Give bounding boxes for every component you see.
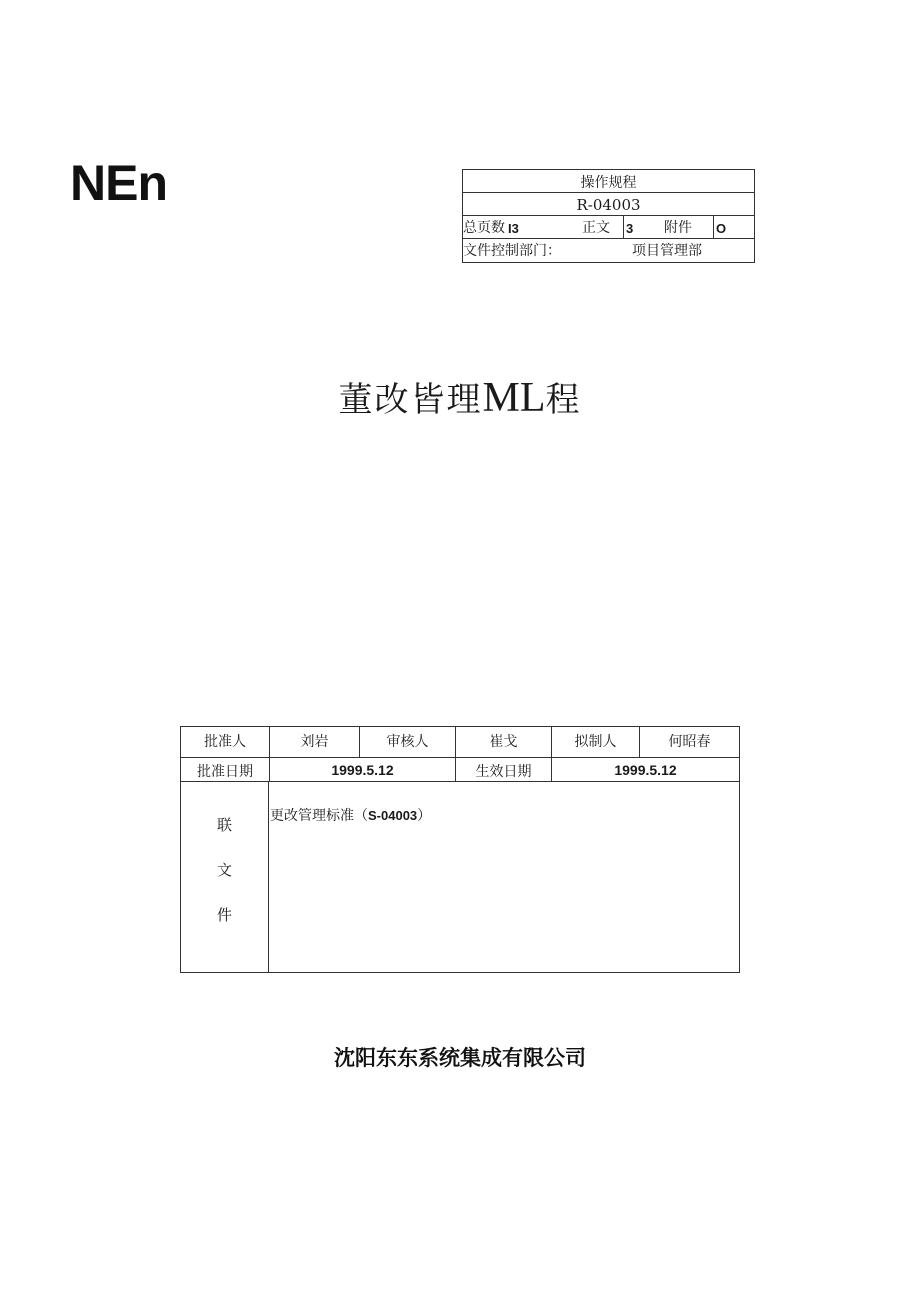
related-label-char-2: 文 (216, 861, 232, 879)
signatory-row (181, 727, 739, 758)
title-part-3: 程 (545, 380, 582, 420)
control-dept-value: 项目管理部 (632, 243, 702, 259)
doc-code: R-04003 (576, 196, 641, 214)
page-count-row (463, 216, 754, 239)
related-docs-label (181, 782, 269, 972)
related-label-char-3: 件 (216, 906, 232, 924)
approver-name: 刘岩 (269, 727, 359, 757)
effective-date: 1999.5.12 (551, 758, 739, 781)
drafter-name: 何昭春 (639, 727, 739, 757)
doc-type-row (463, 170, 754, 193)
total-pages-label: 总页数 (463, 220, 505, 236)
reviewer-label: 审核人 (359, 727, 455, 757)
doc-type: 操作规程 (580, 175, 637, 191)
company-logo: NEn (70, 155, 167, 211)
related-doc-name: 更改管理标准（ (270, 808, 368, 824)
control-dept-label: 文件控制部门： (463, 243, 561, 259)
related-doc-entry (270, 805, 431, 825)
body-pages-value: 3 (626, 221, 634, 236)
date-row (181, 758, 739, 782)
doc-code-row (463, 193, 754, 216)
page-title (0, 372, 920, 422)
approver-label: 批准人 (204, 734, 246, 750)
control-dept-row (463, 239, 754, 262)
related-doc-close: ） (417, 808, 432, 824)
drafter-label: 拟制人 (551, 727, 639, 757)
body-pages-label: 正文 (582, 220, 610, 236)
attachment-value: O (716, 221, 727, 236)
reviewer-name: 崔戈 (455, 727, 551, 757)
effective-date-label: 生效日期 (455, 758, 551, 781)
approve-date-label: 批准日期 (197, 764, 253, 780)
approve-date: 1999.5.12 (269, 758, 455, 781)
related-doc-code: S-04003 (368, 808, 418, 823)
document-info-box (462, 169, 755, 263)
title-part-1: 董改皆理 (338, 380, 483, 420)
related-label-char-1: 联 (216, 816, 232, 834)
total-pages-value: I3 (508, 221, 519, 236)
company-name: 沈阳东东系统集成有限公司 (334, 1045, 586, 1070)
attachment-label: 附件 (664, 220, 692, 236)
title-part-2: ML (482, 375, 546, 421)
approval-table (180, 726, 740, 973)
